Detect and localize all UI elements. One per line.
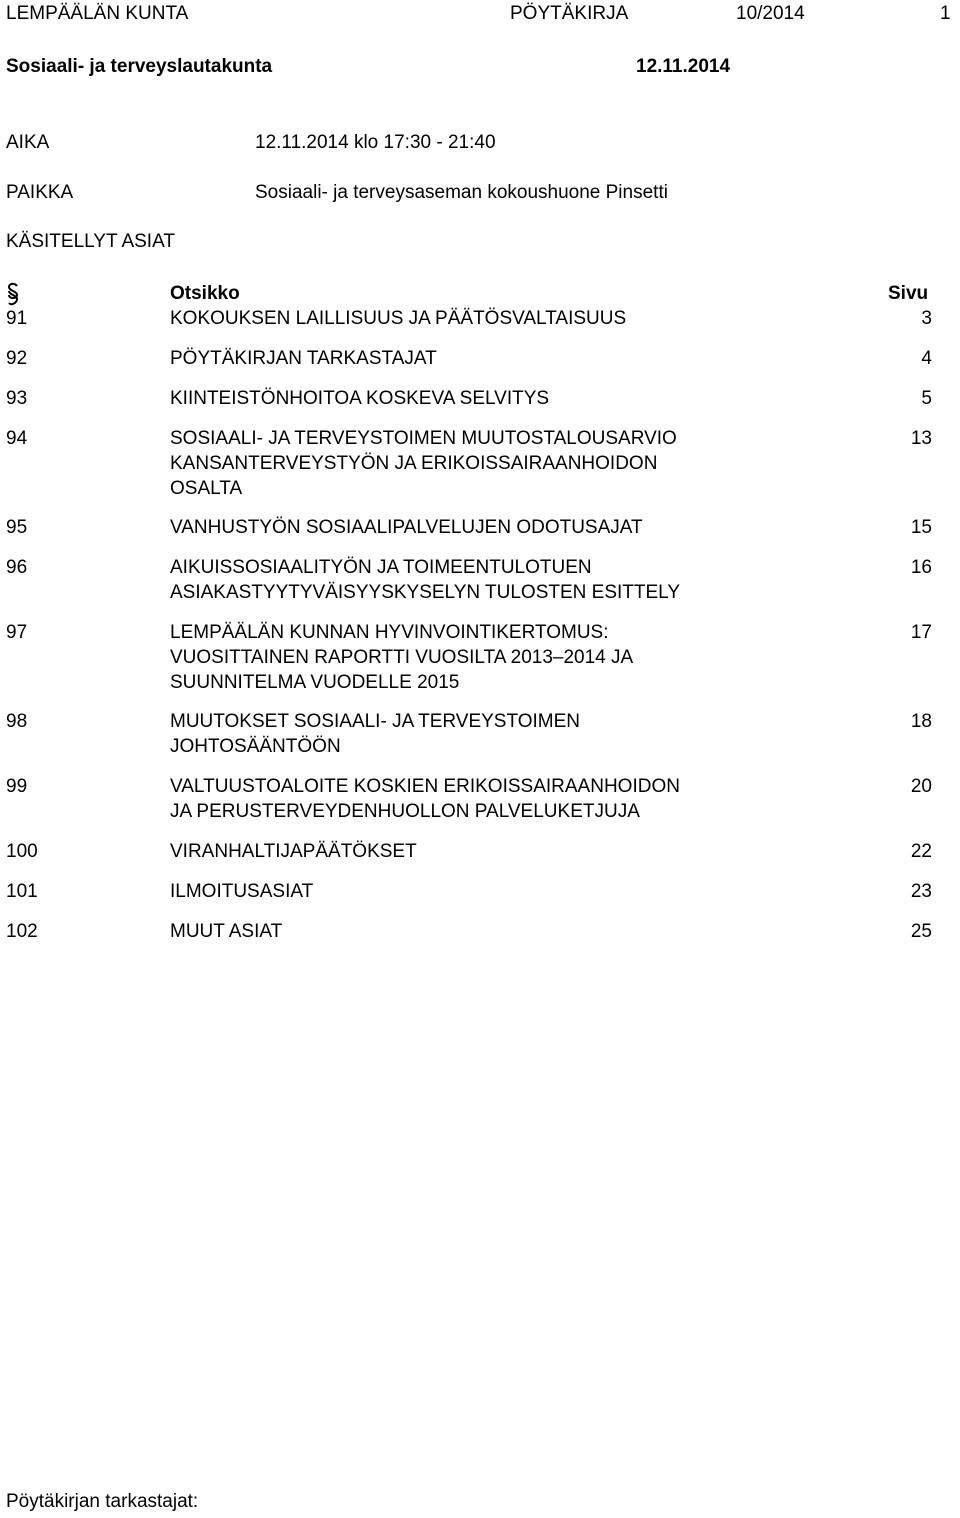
agenda-item-title: ILMOITUSASIAT bbox=[170, 881, 314, 902]
agenda-item-number: 99 bbox=[6, 776, 28, 797]
handled-items-title: KÄSITELLYT ASIAT bbox=[6, 231, 175, 252]
agenda-item-title: SOSIAALI- JA TERVEYSTOIMEN MUUTOSTALOUSARVIO KANSANTERVEYSTYÖN JA ERIKOISSAIRAANHOIDON OSALTA bbox=[170, 428, 677, 499]
column-header-page: Sivu bbox=[888, 283, 929, 304]
agenda-item-page: 22 bbox=[910, 841, 932, 862]
agenda-item-title: PÖYTÄKIRJAN TARKASTAJAT bbox=[170, 348, 437, 369]
column-header-title: Otsikko bbox=[170, 283, 240, 304]
page-number: 1 bbox=[940, 3, 951, 24]
municipality-name: LEMPÄÄLÄN KUNTA bbox=[6, 3, 189, 24]
agenda-item-number: 96 bbox=[6, 557, 28, 578]
agenda-item-page: 23 bbox=[910, 881, 932, 902]
agenda-item-title: VALTUUSTOALOITE KOSKIEN ERIKOISSAIRAANHOIDON JA PERUSTERVEYDENHUOLLON PALVELUKETJUJA bbox=[170, 776, 680, 822]
agenda-item-number: 92 bbox=[6, 348, 28, 369]
document-number: 10/2014 bbox=[736, 3, 805, 24]
agenda-item-page: 15 bbox=[910, 517, 932, 538]
agenda-item-title: VANHUSTYÖN SOSIAALIPALVELUJEN ODOTUSAJAT bbox=[170, 517, 643, 538]
minutes-reviewers-label: Pöytäkirjan tarkastajat: bbox=[6, 1491, 199, 1512]
agenda-item-title: KIINTEISTÖNHOITOA KOSKEVA SELVITYS bbox=[170, 388, 550, 409]
agenda-item-number: 97 bbox=[6, 622, 28, 643]
board-name: Sosiaali- ja terveyslautakunta bbox=[6, 56, 273, 77]
meeting-date: 12.11.2014 bbox=[636, 56, 731, 77]
agenda-item-page: 16 bbox=[910, 557, 932, 578]
agenda-item-title: LEMPÄÄLÄN KUNNAN HYVINVOINTIKERTOMUS: VUOSITTAINEN RAPORTTI VUOSILTA 2013–2014 JA SUUNNITELMA VUODELLE 2015 bbox=[170, 622, 634, 693]
agenda-item-page: 4 bbox=[921, 348, 932, 369]
agenda-item-page: 25 bbox=[910, 921, 932, 942]
agenda-item-title: VIRANHALTIJAPÄÄTÖKSET bbox=[170, 841, 417, 862]
agenda-item-number: 94 bbox=[6, 428, 28, 449]
agenda-item-page: 18 bbox=[910, 711, 932, 732]
agenda-item-title: MUUTOKSET SOSIAALI- JA TERVEYSTOIMEN JOHTOSÄÄNTÖÖN bbox=[170, 711, 581, 757]
agenda-item-page: 20 bbox=[910, 776, 932, 797]
agenda-item-number: 91 bbox=[6, 308, 28, 329]
agenda-item-title: KOKOUKSEN LAILLISUUS JA PÄÄTÖSVALTAISUUS bbox=[170, 308, 627, 329]
agenda-item-page: 3 bbox=[921, 308, 932, 329]
document-type: PÖYTÄKIRJA bbox=[510, 3, 629, 24]
agenda-item-title: AIKUISSOSIAALITYÖN JA TOIMEENTULOTUEN ASIAKASTYYTYVÄISYYSKYSELYN TULOSTEN ESITTELY bbox=[170, 557, 681, 603]
time-label: AIKA bbox=[6, 132, 50, 153]
agenda-item-title: MUUT ASIAT bbox=[170, 921, 283, 942]
agenda-item-page: 13 bbox=[910, 428, 932, 449]
agenda-item-number: 98 bbox=[6, 711, 28, 732]
time-value: 12.11.2014 klo 17:30 - 21:40 bbox=[255, 132, 496, 153]
agenda-item-number: 100 bbox=[6, 841, 38, 862]
place-label: PAIKKA bbox=[6, 182, 74, 203]
agenda-item-number: 102 bbox=[6, 921, 38, 942]
agenda-item-page: 17 bbox=[910, 622, 932, 643]
agenda-item-page: 5 bbox=[921, 388, 932, 409]
section-sign-glyph bbox=[6, 282, 20, 308]
agenda-item-number: 101 bbox=[6, 881, 38, 902]
place-value: Sosiaali- ja terveysaseman kokoushuone Pinsetti bbox=[255, 182, 668, 203]
agenda-item-number: 95 bbox=[6, 517, 28, 538]
agenda-item-number: 93 bbox=[6, 388, 28, 409]
